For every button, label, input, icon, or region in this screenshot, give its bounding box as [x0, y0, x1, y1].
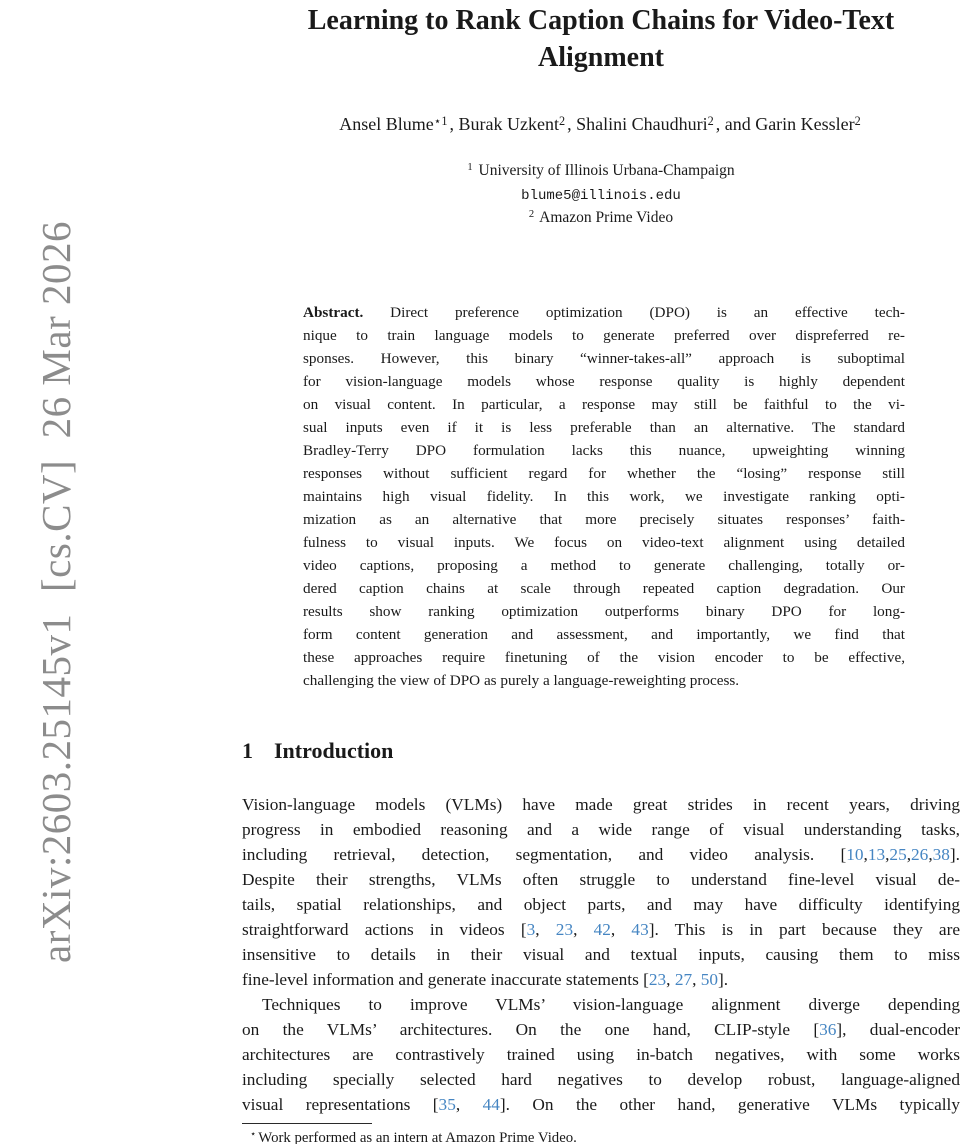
- text-line: fine-level information and generate inaccurate statements [23, 27, 50].: [242, 969, 729, 989]
- text-line: maintains high visual fidelity. In this work, we investigate ranking opti-: [303, 487, 905, 505]
- text-line: dered caption chains at scale through repeated caption degradation. Our: [303, 579, 905, 597]
- footnote-rule: [242, 1123, 372, 1124]
- text-line: including retrieval, detection, segmentation, and video analysis. [10,13,25,26,38].: [242, 844, 960, 864]
- citation-link[interactable]: 42: [593, 919, 611, 939]
- citation-link[interactable]: 25: [889, 844, 907, 864]
- title-line-1: Learning to Rank Caption Chains for Video-Text: [307, 5, 895, 36]
- citation-link[interactable]: 13: [867, 844, 886, 864]
- text-line: responses without sufficient regard for whether the “losing” response still: [303, 464, 905, 482]
- text-line: progress in embodied reasoning and a wide range of visual understanding tasks,: [242, 819, 960, 839]
- citation-link[interactable]: 35: [438, 1094, 456, 1114]
- text-line: insensitive to details in their visual and textual inputs, causing them to miss: [242, 944, 960, 964]
- citation-link[interactable]: 38: [932, 844, 950, 864]
- intro-paragraph-2: [242, 992, 960, 1117]
- citation-link[interactable]: 26: [911, 844, 929, 864]
- citation-link[interactable]: 43: [631, 919, 649, 939]
- text-line: sponses. However, this binary “winner-takes-all” approach is suboptimal: [303, 349, 905, 367]
- email-address: blume5@illinois.edu: [521, 187, 681, 204]
- section-number: 1: [242, 737, 253, 763]
- section-title: Introduction: [274, 737, 394, 763]
- text-line: tails, spatial relationships, and object parts, and may have difficulty identifying: [242, 894, 960, 914]
- text-line: Abstract. Direct preference optimization (DPO) is an effective tech-: [303, 303, 905, 321]
- citation-link[interactable]: 23: [555, 919, 574, 939]
- text-line: these approaches require finetuning of the vision encoder to be effective,: [303, 648, 905, 666]
- paper-content: [242, 0, 960, 1144]
- citation-link[interactable]: 44: [482, 1094, 500, 1114]
- text-line: visual representations [35, 44]. On the other hand, generative VLMs typically: [242, 1094, 960, 1114]
- text-line: Despite their strengths, VLMs often struggle to understand fine-level visual de-: [242, 869, 960, 889]
- authors-line: Ansel Blume$^{⋆1}$ , Burak Uzkent$^2$ , Shalini Chaudhuri$^2$ , and Garin Kessler$^2$: [339, 113, 861, 134]
- citation-link[interactable]: 36: [819, 1019, 837, 1039]
- text-line: including specially selected hard negatives to develop robust, language-aligned: [242, 1069, 960, 1089]
- section-heading: [242, 736, 960, 766]
- text-line: nique to train language models to generate preferred over dispreferred re-: [303, 326, 905, 344]
- text-line: on the VLMs’ architectures. On the one hand, CLIP-style [36], dual-encoder: [242, 1019, 960, 1039]
- text-line: Techniques to improve VLMs’ vision-language alignment diverge depending: [262, 994, 960, 1014]
- text-line: for vision-language models whose response quality is highly dependent: [303, 372, 905, 390]
- citation-link[interactable]: 50: [700, 969, 719, 989]
- text-line: sual inputs even if it is less preferable than an alternative. The standard: [303, 418, 905, 436]
- affiliations-block: [242, 160, 960, 232]
- text-line: video captions, proposing a method to generate challenging, totally or-: [303, 556, 905, 574]
- text-line: straightforward actions in videos [3, 23, 42, 43]. This is in part because they are: [242, 919, 961, 939]
- text-line: fulness to visual inputs. We focus on video-text alignment using detailed: [303, 533, 905, 551]
- intro-paragraph-1: [242, 792, 960, 992]
- citation-link[interactable]: 23: [648, 969, 667, 989]
- text-line: results show ranking optimization outperforms binary DPO for long-: [303, 602, 905, 620]
- arxiv-watermark: arXiv:2603.25145v1 [cs.CV] 26 Mar 2026: [33, 221, 79, 963]
- abstract: [303, 301, 905, 692]
- text-line: mization as an alternative that more precisely situates responses’ faith-: [303, 510, 905, 528]
- text-line: challenging the view of DPO as purely a language-reweighting process.: [303, 671, 740, 689]
- text-line: Bradley-Terry DPO formulation lacks this nuance, upweighting winning: [303, 441, 905, 459]
- citation-link[interactable]: 3: [526, 919, 536, 939]
- footnote-body: Work performed as an intern at Amazon Prime Video.: [258, 1129, 577, 1144]
- paper-title: [242, 2, 960, 76]
- text-line: architectures are contrastively trained using in-batch negatives, with some works: [242, 1044, 960, 1064]
- title-line-2: Alignment: [538, 42, 664, 73]
- footnote: [242, 1123, 960, 1144]
- citation-link[interactable]: 10: [846, 844, 864, 864]
- text-line: Vision-language models (VLMs) have made great strides in recent years, driving: [242, 794, 960, 814]
- text-line: on visual content. In particular, a response may still be faithful to the vi-: [303, 395, 905, 413]
- affiliation-2: $^2$ Amazon Prime Video: [528, 209, 674, 226]
- footnote-marker: ⋆: [250, 1128, 257, 1140]
- citation-link[interactable]: 27: [674, 969, 693, 989]
- affiliation-1: $^1$ University of Illinois Urbana-Champaign: [467, 162, 735, 179]
- footnote-text: [242, 1128, 960, 1144]
- text-line: form content generation and assessment, and importantly, we find that: [303, 625, 905, 643]
